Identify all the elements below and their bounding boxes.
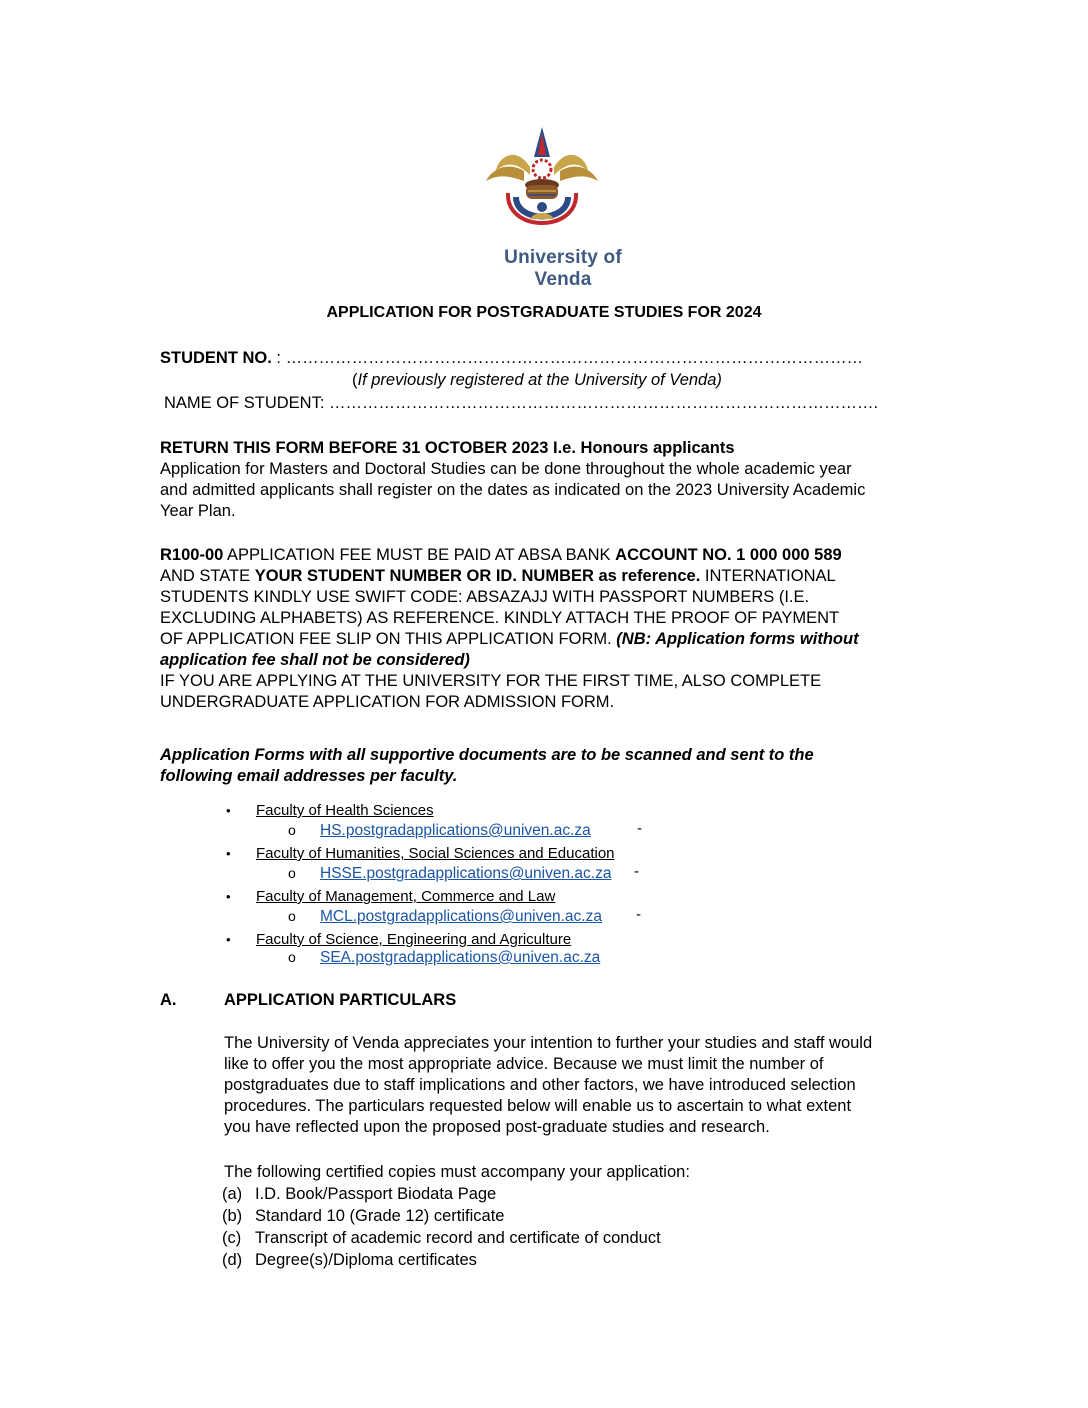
- sub-bullet-icon: o: [288, 908, 296, 924]
- section-a-letter: A.: [160, 991, 177, 1009]
- email-link-hs[interactable]: HS.postgradapplications@univen.ac.za: [320, 822, 591, 839]
- student-name-field[interactable]: [164, 393, 878, 414]
- sub-bullet-icon: o: [288, 865, 296, 881]
- masters-info: Application for Masters and Doctoral Studies can be done throughout the whole academic year and admitted applicants shall register on the dates as indicated on the 2023 University Academic Year Plan.: [160, 460, 866, 520]
- list-item: (c) Transcript of academic record and certificate of conduct: [222, 1229, 661, 1247]
- faculty-health-sciences: Faculty of Health Sciences: [256, 802, 434, 819]
- sub-bullet-icon: o: [288, 822, 296, 838]
- bullet-icon: •: [226, 889, 231, 904]
- list-item: (b) Standard 10 (Grade 12) certificate: [222, 1207, 505, 1225]
- student-number-label: STUDENT NO.: [160, 349, 272, 367]
- venda-emblem-icon: [478, 127, 648, 245]
- faculty-management: Faculty of Management, Commerce and Law: [256, 888, 556, 905]
- email-intro: Application Forms with all supportive documents are to be scanned and sent to the following email addresses per faculty.: [160, 746, 814, 785]
- section-a-heading: APPLICATION PARTICULARS: [224, 991, 457, 1009]
- student-number-field[interactable]: STUDENT NO. : ……………………………………………………………………………………………: [160, 349, 864, 367]
- dash-mark: -: [634, 863, 639, 880]
- faculty-science: Faculty of Science, Engineering and Agriculture: [256, 931, 572, 948]
- student-name-dots: ……………………………………………………………………………………….: [329, 394, 879, 412]
- student-name-label: NAME OF STUDENT:: [164, 394, 330, 412]
- dash-mark: -: [637, 820, 642, 837]
- student-number-dots: ……………………………………………………………………………………………: [285, 349, 864, 367]
- list-item: (a) I.D. Book/Passport Biodata Page: [222, 1185, 497, 1203]
- sub-bullet-icon: o: [288, 949, 296, 965]
- bullet-icon: •: [226, 846, 231, 861]
- faculty-humanities: Faculty of Humanities, Social Sciences and Education: [256, 845, 615, 862]
- copies-list: [222, 1183, 661, 1271]
- email-link-mcl[interactable]: MCL.postgradapplications@univen.ac.za: [320, 908, 602, 925]
- student-number-note: (If previously registered at the University of Venda): [352, 371, 722, 389]
- return-notice: RETURN THIS FORM BEFORE 31 OCTOBER 2023 I.e. Honours applicants: [160, 439, 735, 457]
- fee-instructions: R100-00 APPLICATION FEE MUST BE PAID AT ABSA BANK ACCOUNT NO. 1 000 000 589 AND STATE YOUR STUDENT NUMBER OR ID. NUMBER as reference. INTERNATIONAL STUDENTS KINDLY USE SWIFT CODE: ABSAZAJJ WITH PASSPORT NUMBERS (I.E. EXCLUDING ALPHABETS) AS REFERENCE. KINDLY ATTACH THE PROOF OF PAYMENT OF APPLICATION FEE SLIP ON THIS APPLICATION FORM. (NB: Application forms without application fee shall not be considered) IF YOU ARE APPLYING AT THE UNIVERSITY FOR THE FIRST TIME, ALSO COMPLETE UNDERGRADUATE APPLICATION FOR ADMISSION FORM.: [160, 546, 859, 711]
- copies-intro: The following certified copies must accompany your application:: [224, 1163, 690, 1181]
- dash-mark: -: [636, 906, 641, 923]
- email-link-sea[interactable]: SEA.postgradapplications@univen.ac.za: [320, 949, 601, 966]
- bullet-icon: •: [226, 803, 231, 818]
- university-name: University of Venda: [504, 247, 622, 290]
- university-logo: [478, 127, 648, 290]
- section-a-paragraph: The University of Venda appreciates your intention to further your studies and staff would like to offer you the most appropriate advice. Because we must limit the number of postgraduates due to staff implications and other factors, we have introduced selection procedures. The particulars requested below will enable us to ascertain to what extent you have reflected upon the proposed post-graduate studies and research.: [224, 1034, 873, 1136]
- email-link-hsse[interactable]: HSSE.postgradapplications@univen.ac.za: [320, 865, 612, 882]
- bullet-icon: •: [226, 932, 231, 947]
- form-title: APPLICATION FOR POSTGRADUATE STUDIES FOR 2024: [326, 304, 762, 321]
- list-item: (d) Degree(s)/Diploma certificates: [222, 1251, 477, 1269]
